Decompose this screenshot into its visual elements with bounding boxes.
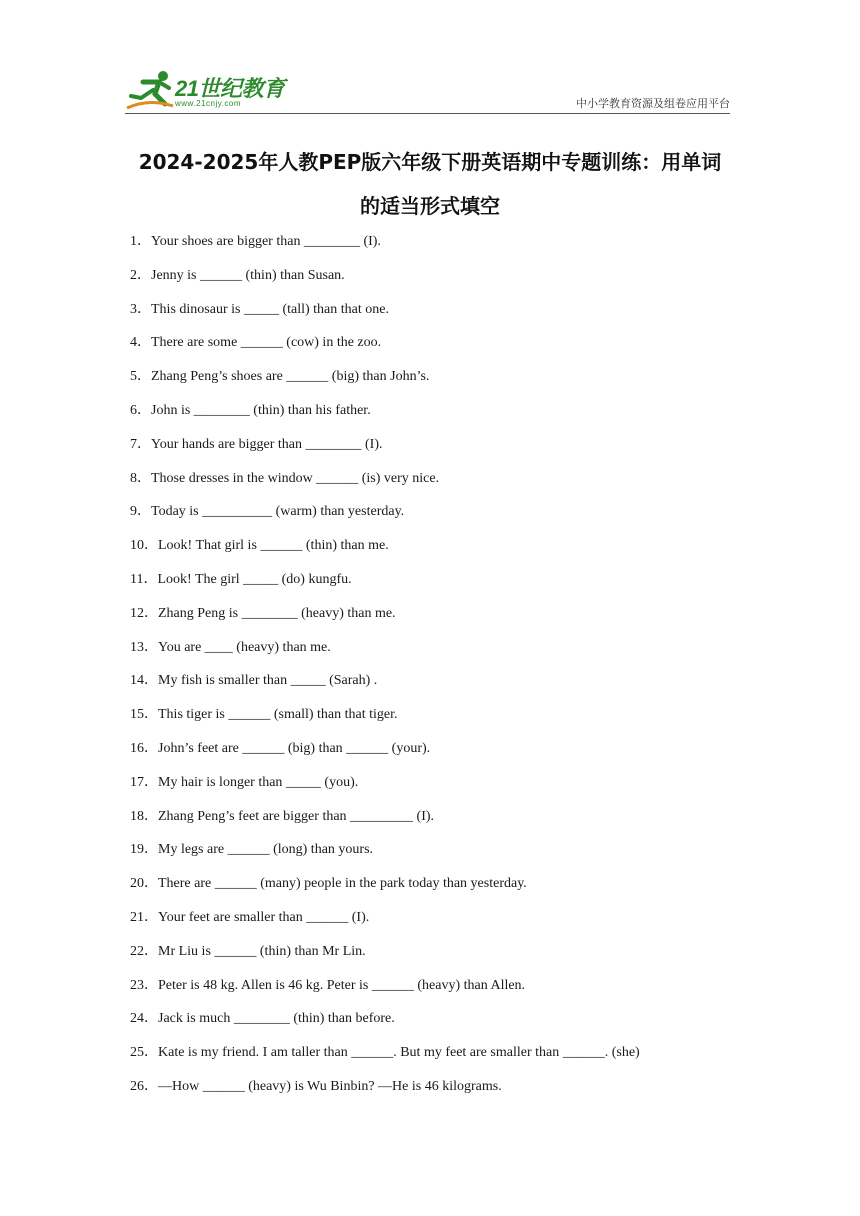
runner-logo-icon: [125, 68, 175, 114]
question-item: 22．Mr Liu is ______ (thin) than Mr Lin.: [130, 943, 366, 959]
question-item: 7．Your hands are bigger than ________ (I).: [130, 436, 383, 452]
logo-text: 21世纪教育: [175, 76, 285, 101]
page-header: [125, 68, 730, 114]
page-title-line1: 2024-2025年人教PEP版六年级下册英语期中专题训练：用单词: [138, 150, 722, 174]
question-item: 10．Look! That girl is ______ (thin) than me.: [130, 538, 389, 554]
page-title-line2: 的适当形式填空: [360, 194, 500, 218]
question-item: 20．There are ______ (many) people in the park today than yesterday.: [130, 876, 527, 892]
question-item: 17．My hair is longer than _____ (you).: [130, 774, 359, 790]
question-item: 4．There are some ______ (cow) in the zoo.: [130, 335, 382, 351]
question-item: 6．John is ________ (thin) than his father.: [130, 402, 371, 418]
header-platform-text: 中小学教育资源及组卷应用平台: [576, 97, 730, 110]
question-item: 26．—How ______ (heavy) is Wu Binbin? —He is 46 kilograms.: [130, 1078, 502, 1094]
question-item: 25．Kate is my friend. I am taller than ______. But my feet are smaller than ______. (she): [130, 1045, 640, 1061]
question-item: 1．Your shoes are bigger than ________ (I).: [130, 234, 381, 249]
question-item: 12．Zhang Peng is ________ (heavy) than me.: [130, 605, 396, 621]
question-item: 23．Peter is 48 kg. Allen is 46 kg. Peter is ______ (heavy) than Allen.: [130, 977, 526, 993]
question-item: 13．You are ____ (heavy) than me.: [130, 639, 331, 655]
question-item: 16．John’s feet are ______ (big) than ______ (your).: [130, 740, 431, 756]
question-item: 2．Jenny is ______ (thin) than Susan.: [130, 267, 345, 283]
question-item: 9．Today is __________ (warm) than yesterday.: [130, 504, 405, 520]
question-item: 11．Look! The girl _____ (do) kungfu.: [130, 571, 352, 587]
question-item: 14．My fish is smaller than _____ (Sarah) .: [130, 673, 378, 689]
question-item: 21．Your feet are smaller than ______ (I).: [130, 909, 370, 925]
header-divider: [125, 113, 730, 114]
question-item: 19．My legs are ______ (long) than yours.: [130, 842, 374, 858]
question-item: 8．Those dresses in the window ______ (is) very nice.: [130, 470, 440, 486]
question-list: [130, 232, 750, 1111]
question-item: 5．Zhang Peng’s shoes are ______ (big) than John’s.: [130, 369, 430, 385]
question-item: 18．Zhang Peng’s feet are bigger than _________ (I).: [130, 808, 435, 824]
question-item: 3．This dinosaur is _____ (tall) than that one.: [130, 301, 389, 317]
question-item: 24．Jack is much ________ (thin) than before.: [130, 1011, 395, 1027]
question-item: 15．This tiger is ______ (small) than that tiger.: [130, 707, 398, 723]
logo-url: www.21cnjy.com: [175, 99, 241, 108]
logo: [125, 68, 295, 114]
